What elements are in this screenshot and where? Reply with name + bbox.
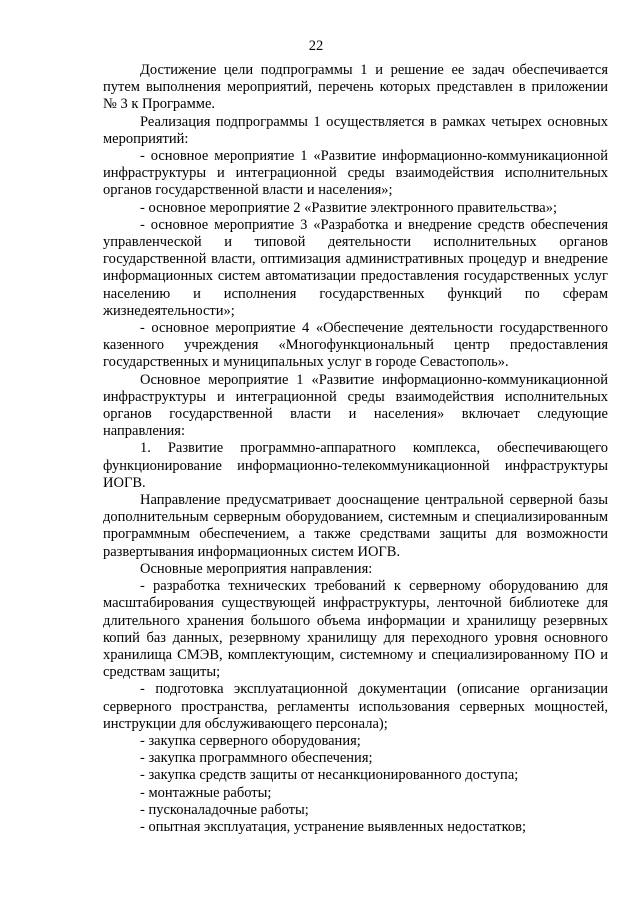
list-item: - опытная эксплуатация, устранение выявленных недостатков;	[140, 818, 527, 835]
document-body	[103, 62, 608, 836]
list-item: - основное мероприятие 1 «Развитие информационно-коммуникационной инфраструктуры и интеграционной среды взаимодействия исполнительных органов государственной власти и населения»;	[103, 148, 608, 199]
list-item: - монтажные работы;	[140, 784, 272, 801]
paragraph: Реализация подпрограммы 1 осуществляется в рамках четырех основных мероприятий:	[103, 113, 608, 147]
paragraph: Основные мероприятия направления:	[140, 560, 373, 577]
list-item: - основное мероприятие 3 «Разработка и внедрение средств обеспечения управленческой и типовой деятельности исполнительных органов государственной власти, оптимизация административных процедур и внедрение информационных систем автоматизации предоставления государственных услуг населению и исполнения государственных функций по сферам жизнедеятельности»;	[103, 216, 608, 319]
page-number: 22	[308, 38, 324, 54]
list-item: - основное мероприятие 4 «Обеспечение деятельности государственного казенного учреждения «Многофункциональный центр предоставления государственных и муниципальных услуг в городе Севастополь».	[103, 320, 608, 371]
list-item: - разработка технических требований к серверному оборудованию для масштабирования существующей инфраструктуры, ленточной библиотеке для длительного хранения большого объема информации и хранилищу резервных копий баз данных, резервному хранилищу для переходного уровня основного хранилища СМЭВ, комплектующим, системному и специализированному ПО и средствам защиты;	[103, 578, 608, 681]
list-item: - закупка программного обеспечения;	[140, 750, 373, 767]
paragraph: Основное мероприятие 1 «Развитие информационно-коммуникационной инфраструктуры и интеграционной среды взаимодействия исполнительных органов государственной власти и населения» включает следующие направления:	[103, 371, 608, 440]
list-item: - закупка серверного оборудования;	[140, 732, 361, 749]
paragraph: Направление предусматривает дооснащение центральной серверной базы дополнительным серверным оборудованием, системным и специализированным программным обеспечением, а также средствами защиты для возможности развертывания информационных систем ИОГВ.	[103, 492, 608, 560]
paragraph: Достижение цели подпрограммы 1 и решение ее задач обеспечивается путем выполнения мероприятий, перечень которых представлен в приложении № 3 к Программе.	[103, 62, 608, 113]
list-item: - закупка средств защиты от несанкционированного доступа;	[140, 767, 519, 784]
list-item: - основное мероприятие 2 «Развитие электронного правительства»;	[140, 199, 557, 216]
list-item: - подготовка эксплуатационной документации (описание организации серверного пространства, регламенты использования серверных мощностей, инструкции для обслуживающего персонала);	[103, 681, 608, 732]
list-item: - пусконаладочные работы;	[140, 801, 309, 818]
paragraph: 1. Развитие программно-аппаратного комплекса, обеспечивающего функционирование информационно-телекоммуникационной инфраструктуры ИОГВ.	[103, 440, 608, 491]
